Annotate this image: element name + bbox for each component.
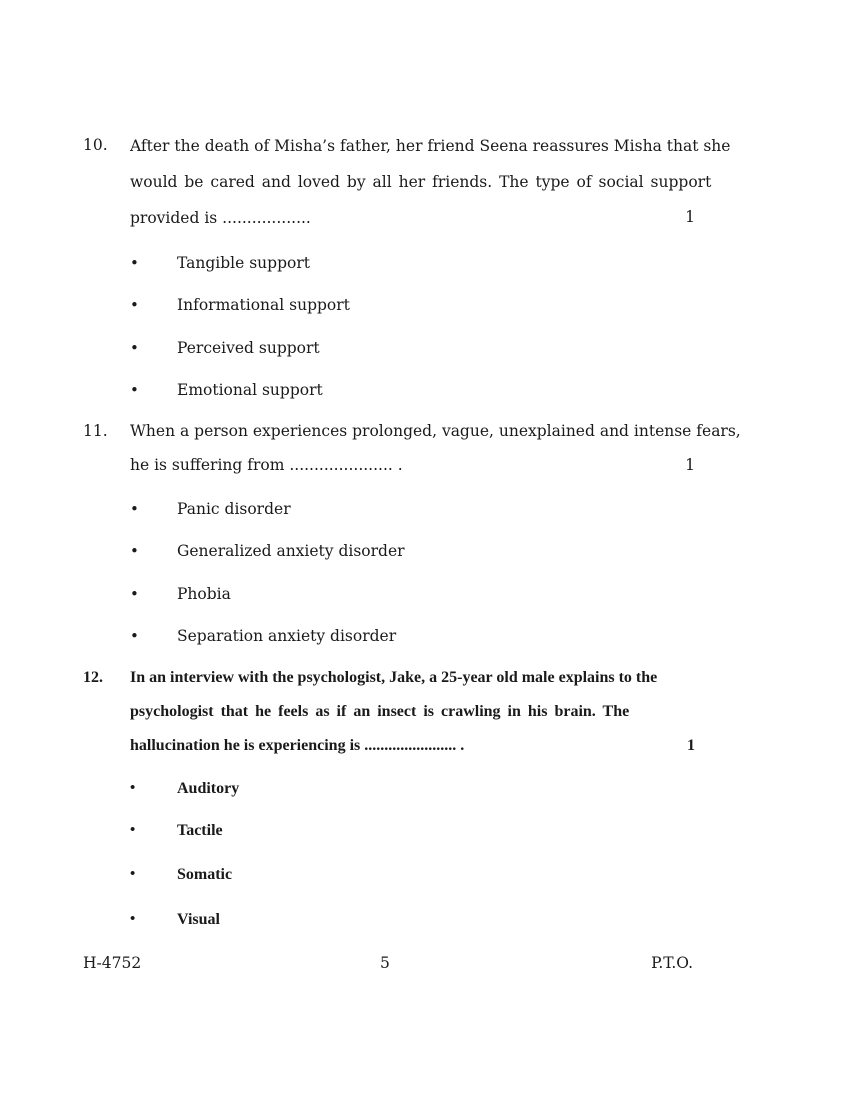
option-label: Tactile [177,822,223,839]
option-label: Emotional support [177,381,323,399]
option-label: Separation anxiety disorder [177,627,397,645]
question-number: 11. [83,422,108,440]
option-label: Panic disorder [177,500,291,518]
option-label: Phobia [177,585,231,603]
question-line: When a person experiences prolonged, vague, unexplained and intense fears, [130,422,741,440]
bullet-icon: • [130,585,139,603]
question-number: 10. [83,136,108,154]
question-number: 12. [83,669,103,686]
option-label: Informational support [177,296,350,314]
bullet-icon: • [130,500,139,518]
marks: 1 [685,208,695,226]
paper-code: H-4752 [83,954,142,972]
question-text [130,414,741,482]
bullet-icon: • [130,296,139,314]
bullet-icon: • [130,254,139,272]
pto-label: P.T.O. [651,954,693,972]
option-label: Perceived support [177,339,320,357]
option-label: Auditory [177,780,240,797]
page-number: 5 [380,954,390,972]
question-line: would be cared and loved by all her friends. The type of social support [130,173,712,191]
option-label: Somatic [177,866,233,883]
question-text [130,661,695,763]
question-line: provided is .................. [130,209,311,227]
bullet-icon: • [130,822,136,838]
question-text [130,128,731,236]
question-12 [83,661,695,763]
question-line: hallucination he is experiencing is ....................... . [130,737,465,754]
bullet-icon: • [130,911,136,927]
option-label: Visual [177,911,220,928]
bullet-icon: • [130,780,136,796]
marks: 1 [687,737,695,754]
option-label: Generalized anxiety disorder [177,542,405,560]
bullet-icon: • [130,627,139,645]
bullet-icon: • [130,381,139,399]
question-line: he is suffering from ..................... . [130,456,403,474]
bullet-icon: • [130,542,139,560]
question-line: In an interview with the psychologist, Jake, a 25-year old male explains to the [130,669,658,686]
bullet-icon: • [130,339,139,357]
question-line: psychologist that he feels as if an insect is crawling in his brain. The [130,703,630,720]
question-10 [83,128,731,236]
option-label: Tangible support [177,254,310,272]
question-line: After the death of Misha’s father, her friend Seena reassures Misha that she [130,137,731,155]
bullet-icon: • [130,866,136,882]
marks: 1 [685,456,695,474]
question-11 [83,414,741,482]
